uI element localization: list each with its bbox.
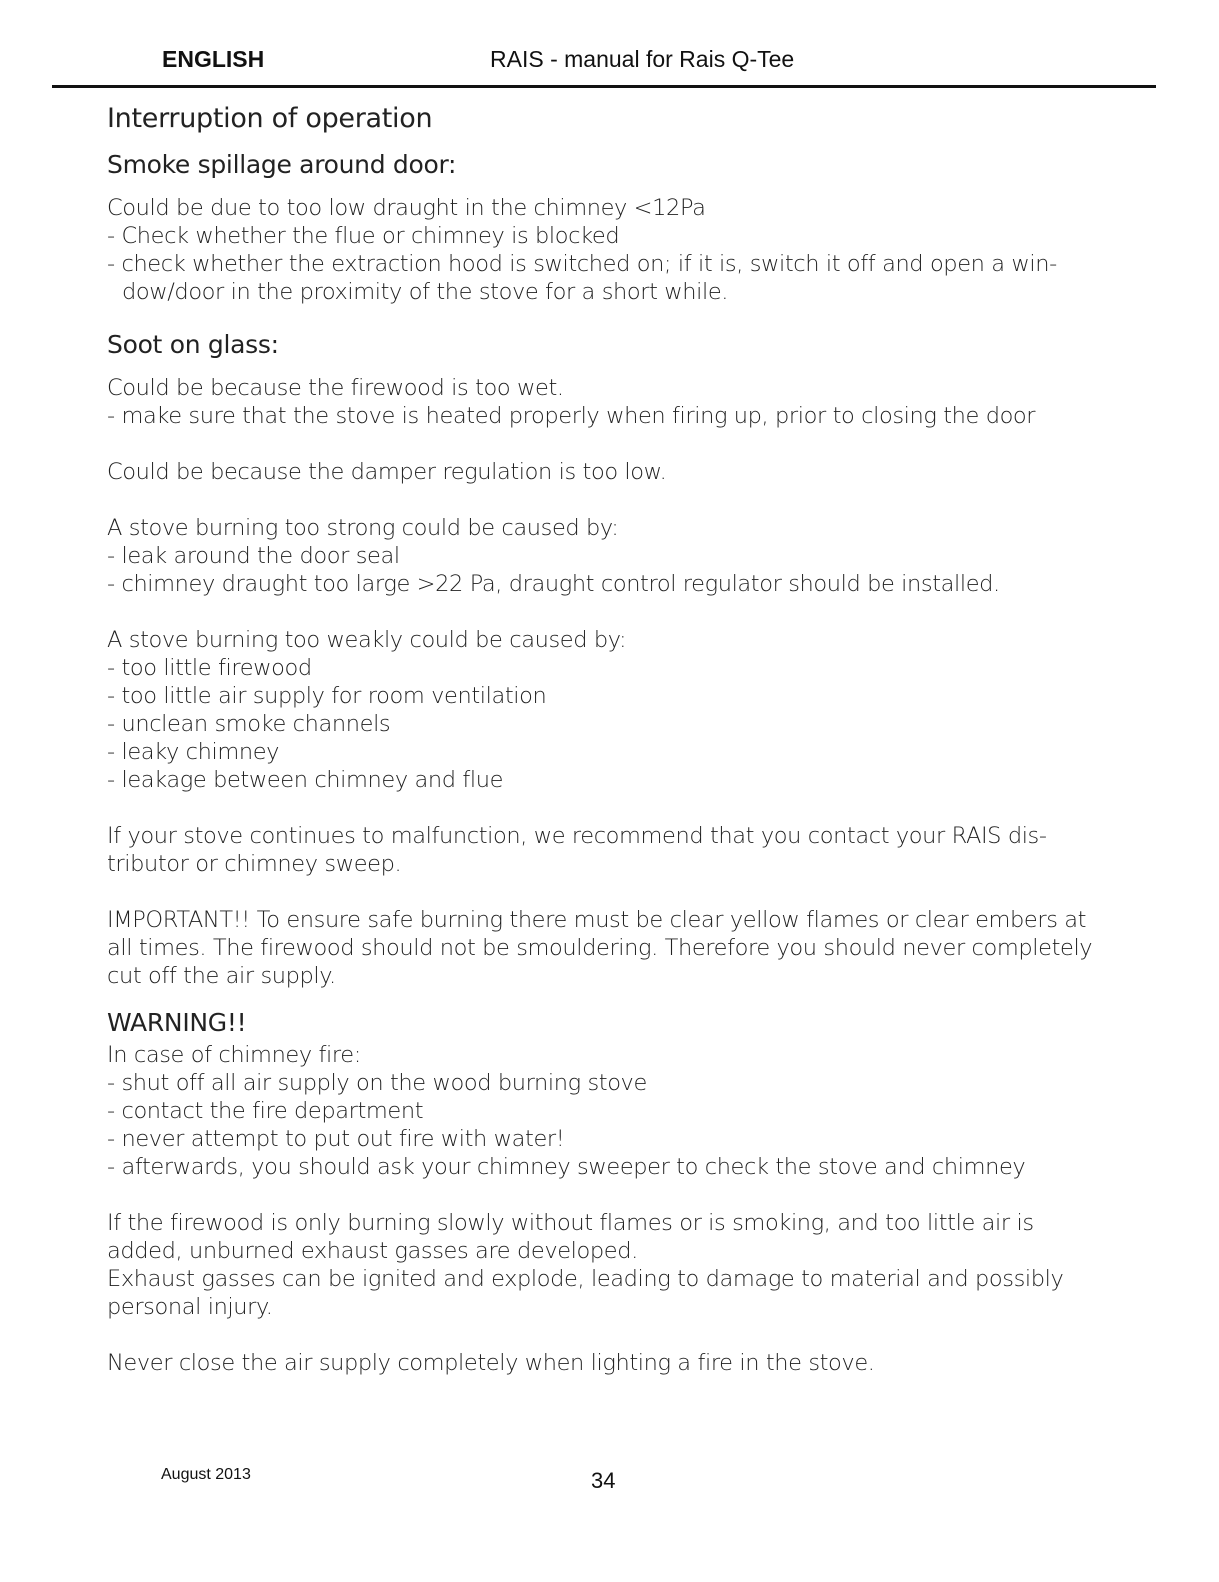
warning-heading: WARNING!! bbox=[107, 1008, 247, 1037]
important-block bbox=[107, 906, 1117, 990]
malfunction-line: If your stove continues to malfunction, we recommend that you contact your RAIS dis- bbox=[107, 823, 1047, 849]
smoke-spillage-block bbox=[107, 194, 1117, 306]
warning-line: - contact the fire department bbox=[107, 1098, 424, 1124]
closing-note: Never close the air supply completely when lighting a fire in the stove. bbox=[107, 1350, 875, 1376]
strong-line: A stove burning too strong could be caused by: bbox=[107, 515, 619, 541]
weak-line: - too little air supply for room ventilation bbox=[107, 683, 547, 709]
strong-line: - leak around the door seal bbox=[107, 543, 400, 569]
soot-line: Could be because the firewood is too wet. bbox=[107, 375, 564, 401]
page-number: 34 bbox=[591, 1468, 616, 1493]
warning-line: - shut off all air supply on the wood burning stove bbox=[107, 1070, 647, 1096]
malfunction-line: tributor or chimney sweep. bbox=[107, 851, 402, 877]
warning-block bbox=[107, 1041, 1117, 1181]
important-line: IMPORTANT!! To ensure safe burning there must be clear yellow flames or clear embers at bbox=[107, 907, 1087, 933]
soot-line: Could be because the damper regulation is too low. bbox=[107, 459, 667, 485]
header-divider bbox=[52, 85, 1156, 88]
smoke-line: dow/door in the proximity of the stove for a short while. bbox=[122, 279, 729, 305]
subheading-smoke-spillage: Smoke spillage around door: bbox=[107, 150, 457, 179]
warning-line: - never attempt to put out fire with water! bbox=[107, 1126, 565, 1152]
malfunction-block bbox=[107, 822, 1117, 878]
exhaust-gasses-block bbox=[107, 1209, 1117, 1321]
section-heading-interruption: Interruption of operation bbox=[107, 103, 433, 134]
subheading-soot-on-glass: Soot on glass: bbox=[107, 330, 279, 359]
smoke-line: - check whether the extraction hood is switched on; if it is, switch it off and open a win- bbox=[107, 251, 1057, 277]
strong-line: - chimney draught too large >22 Pa, draught control regulator should be installed. bbox=[107, 571, 1000, 597]
footer-date: August 2013 bbox=[161, 1466, 251, 1483]
gasses-line: Exhaust gasses can be ignited and explode, leading to damage to material and possibly bbox=[107, 1266, 1064, 1292]
smoke-line: Could be due to too low draught in the chimney <12Pa bbox=[107, 195, 706, 221]
soot-line: - make sure that the stove is heated properly when firing up, prior to closing the door bbox=[107, 403, 1036, 429]
warning-line: - afterwards, you should ask your chimney sweeper to check the stove and chimney bbox=[107, 1154, 1026, 1180]
gasses-line: personal injury. bbox=[107, 1294, 273, 1320]
smoke-line: - Check whether the flue or chimney is blocked bbox=[107, 223, 620, 249]
burning-weak-block bbox=[107, 626, 1117, 794]
soot-block bbox=[107, 374, 1117, 486]
weak-line: - too little firewood bbox=[107, 655, 312, 681]
warning-line: In case of chimney fire: bbox=[107, 1042, 361, 1068]
header-language: ENGLISH bbox=[162, 46, 265, 72]
weak-line: - leakage between chimney and flue bbox=[107, 767, 504, 793]
important-line: all times. The firewood should not be smouldering. Therefore you should never completely bbox=[107, 935, 1093, 961]
gasses-line: If the firewood is only burning slowly without flames or is smoking, and too little air is bbox=[107, 1210, 1034, 1236]
important-line: cut off the air supply. bbox=[107, 963, 336, 989]
page-content bbox=[107, 98, 1117, 1377]
header-title: RAIS - manual for Rais Q-Tee bbox=[490, 46, 795, 72]
weak-line: A stove burning too weakly could be caused by: bbox=[107, 627, 627, 653]
weak-line: - leaky chimney bbox=[107, 739, 280, 765]
burning-strong-block bbox=[107, 514, 1117, 598]
gasses-line: added, unburned exhaust gasses are developed. bbox=[107, 1238, 638, 1264]
weak-line: - unclean smoke channels bbox=[107, 711, 391, 737]
